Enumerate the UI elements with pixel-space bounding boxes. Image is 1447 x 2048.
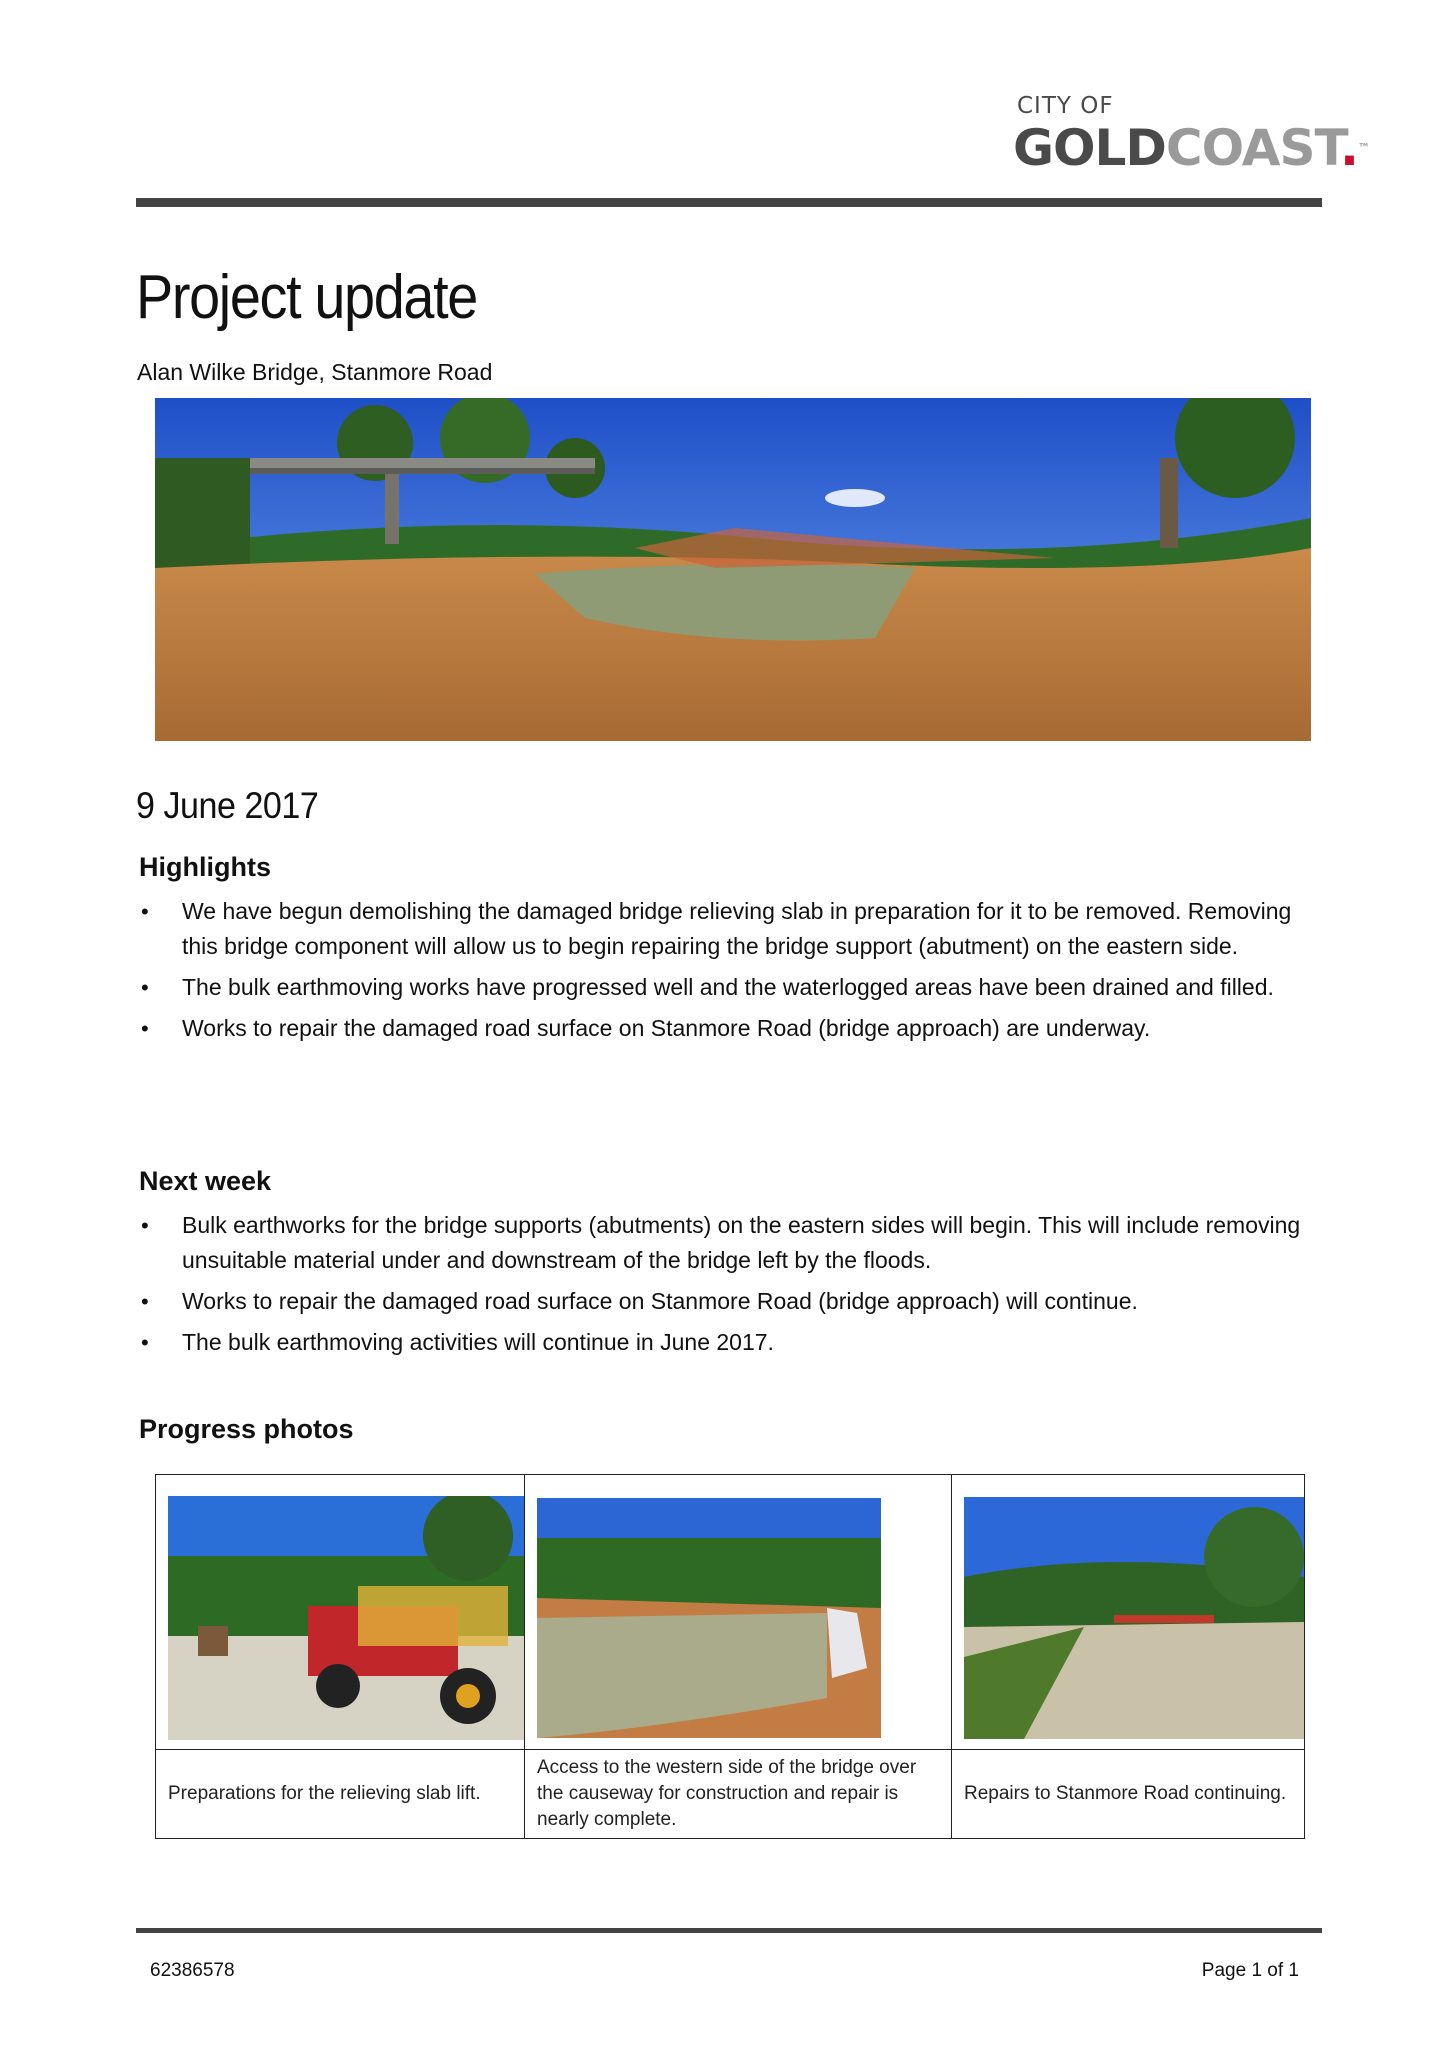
photo-caption: Repairs to Stanmore Road continuing. [952,1750,1305,1839]
photo-cell [156,1475,525,1750]
photo-caption: Access to the western side of the bridge over the causeway for construction and repair is nearly complete. [525,1750,952,1839]
page-title: Project update [136,263,477,332]
progress-photos-table [155,1474,1305,1839]
highlights-list [139,894,1319,1052]
list-item: • Works to repair the damaged road surface on Stanmore Road (bridge approach) will continue. [139,1284,1319,1319]
list-item: • The bulk earthmoving activities will continue in June 2017. [139,1325,1319,1360]
next-week-heading: Next week [139,1166,272,1196]
logo-tm: ™ [1358,141,1369,155]
list-item: • Bulk earthworks for the bridge supports (abutments) on the eastern sides will begin. This will include removing unsuitable material under and downstream of the bridge left by the floods. [139,1208,1319,1278]
photo-cell [952,1475,1305,1750]
photo-western-side-access [537,1498,881,1738]
update-date: 9 June 2017 [136,785,319,826]
highlights-heading: Highlights [139,852,271,882]
header-rule [136,198,1322,207]
photo-caption: Preparations for the relieving slab lift. [156,1750,525,1839]
photo-relieving-slab-lift [168,1496,524,1740]
list-item: • Works to repair the damaged road surface on Stanmore Road (bridge approach) are underway. [139,1011,1319,1046]
project-subtitle: Alan Wilke Bridge, Stanmore Road [137,359,493,385]
logo-gold: GOLD [1013,119,1166,177]
logo-coast: COAST [1165,119,1340,177]
photo-cell [525,1475,952,1750]
document-id: 62386578 [150,1960,235,1981]
city-logo [1013,118,1369,178]
logo-dot: . [1340,119,1358,177]
list-item: • We have begun demolishing the damaged bridge relieving slab in preparation for it to be removed. Removing this bridge component will allow us to begin repairing the bridge support (abutment) on the eastern side. [139,894,1319,964]
page-number: Page 1 of 1 [1201,1960,1299,1981]
next-week-list [139,1208,1319,1366]
photo-stanmore-road-repairs [964,1497,1304,1739]
progress-photos-heading: Progress photos [139,1414,354,1444]
logo-city-of: CITY OF [1017,93,1114,119]
footer-rule [136,1928,1322,1933]
list-item: • The bulk earthmoving works have progressed well and the waterlogged areas have been drained and filled. [139,970,1319,1005]
hero-panorama-photo [155,398,1311,741]
